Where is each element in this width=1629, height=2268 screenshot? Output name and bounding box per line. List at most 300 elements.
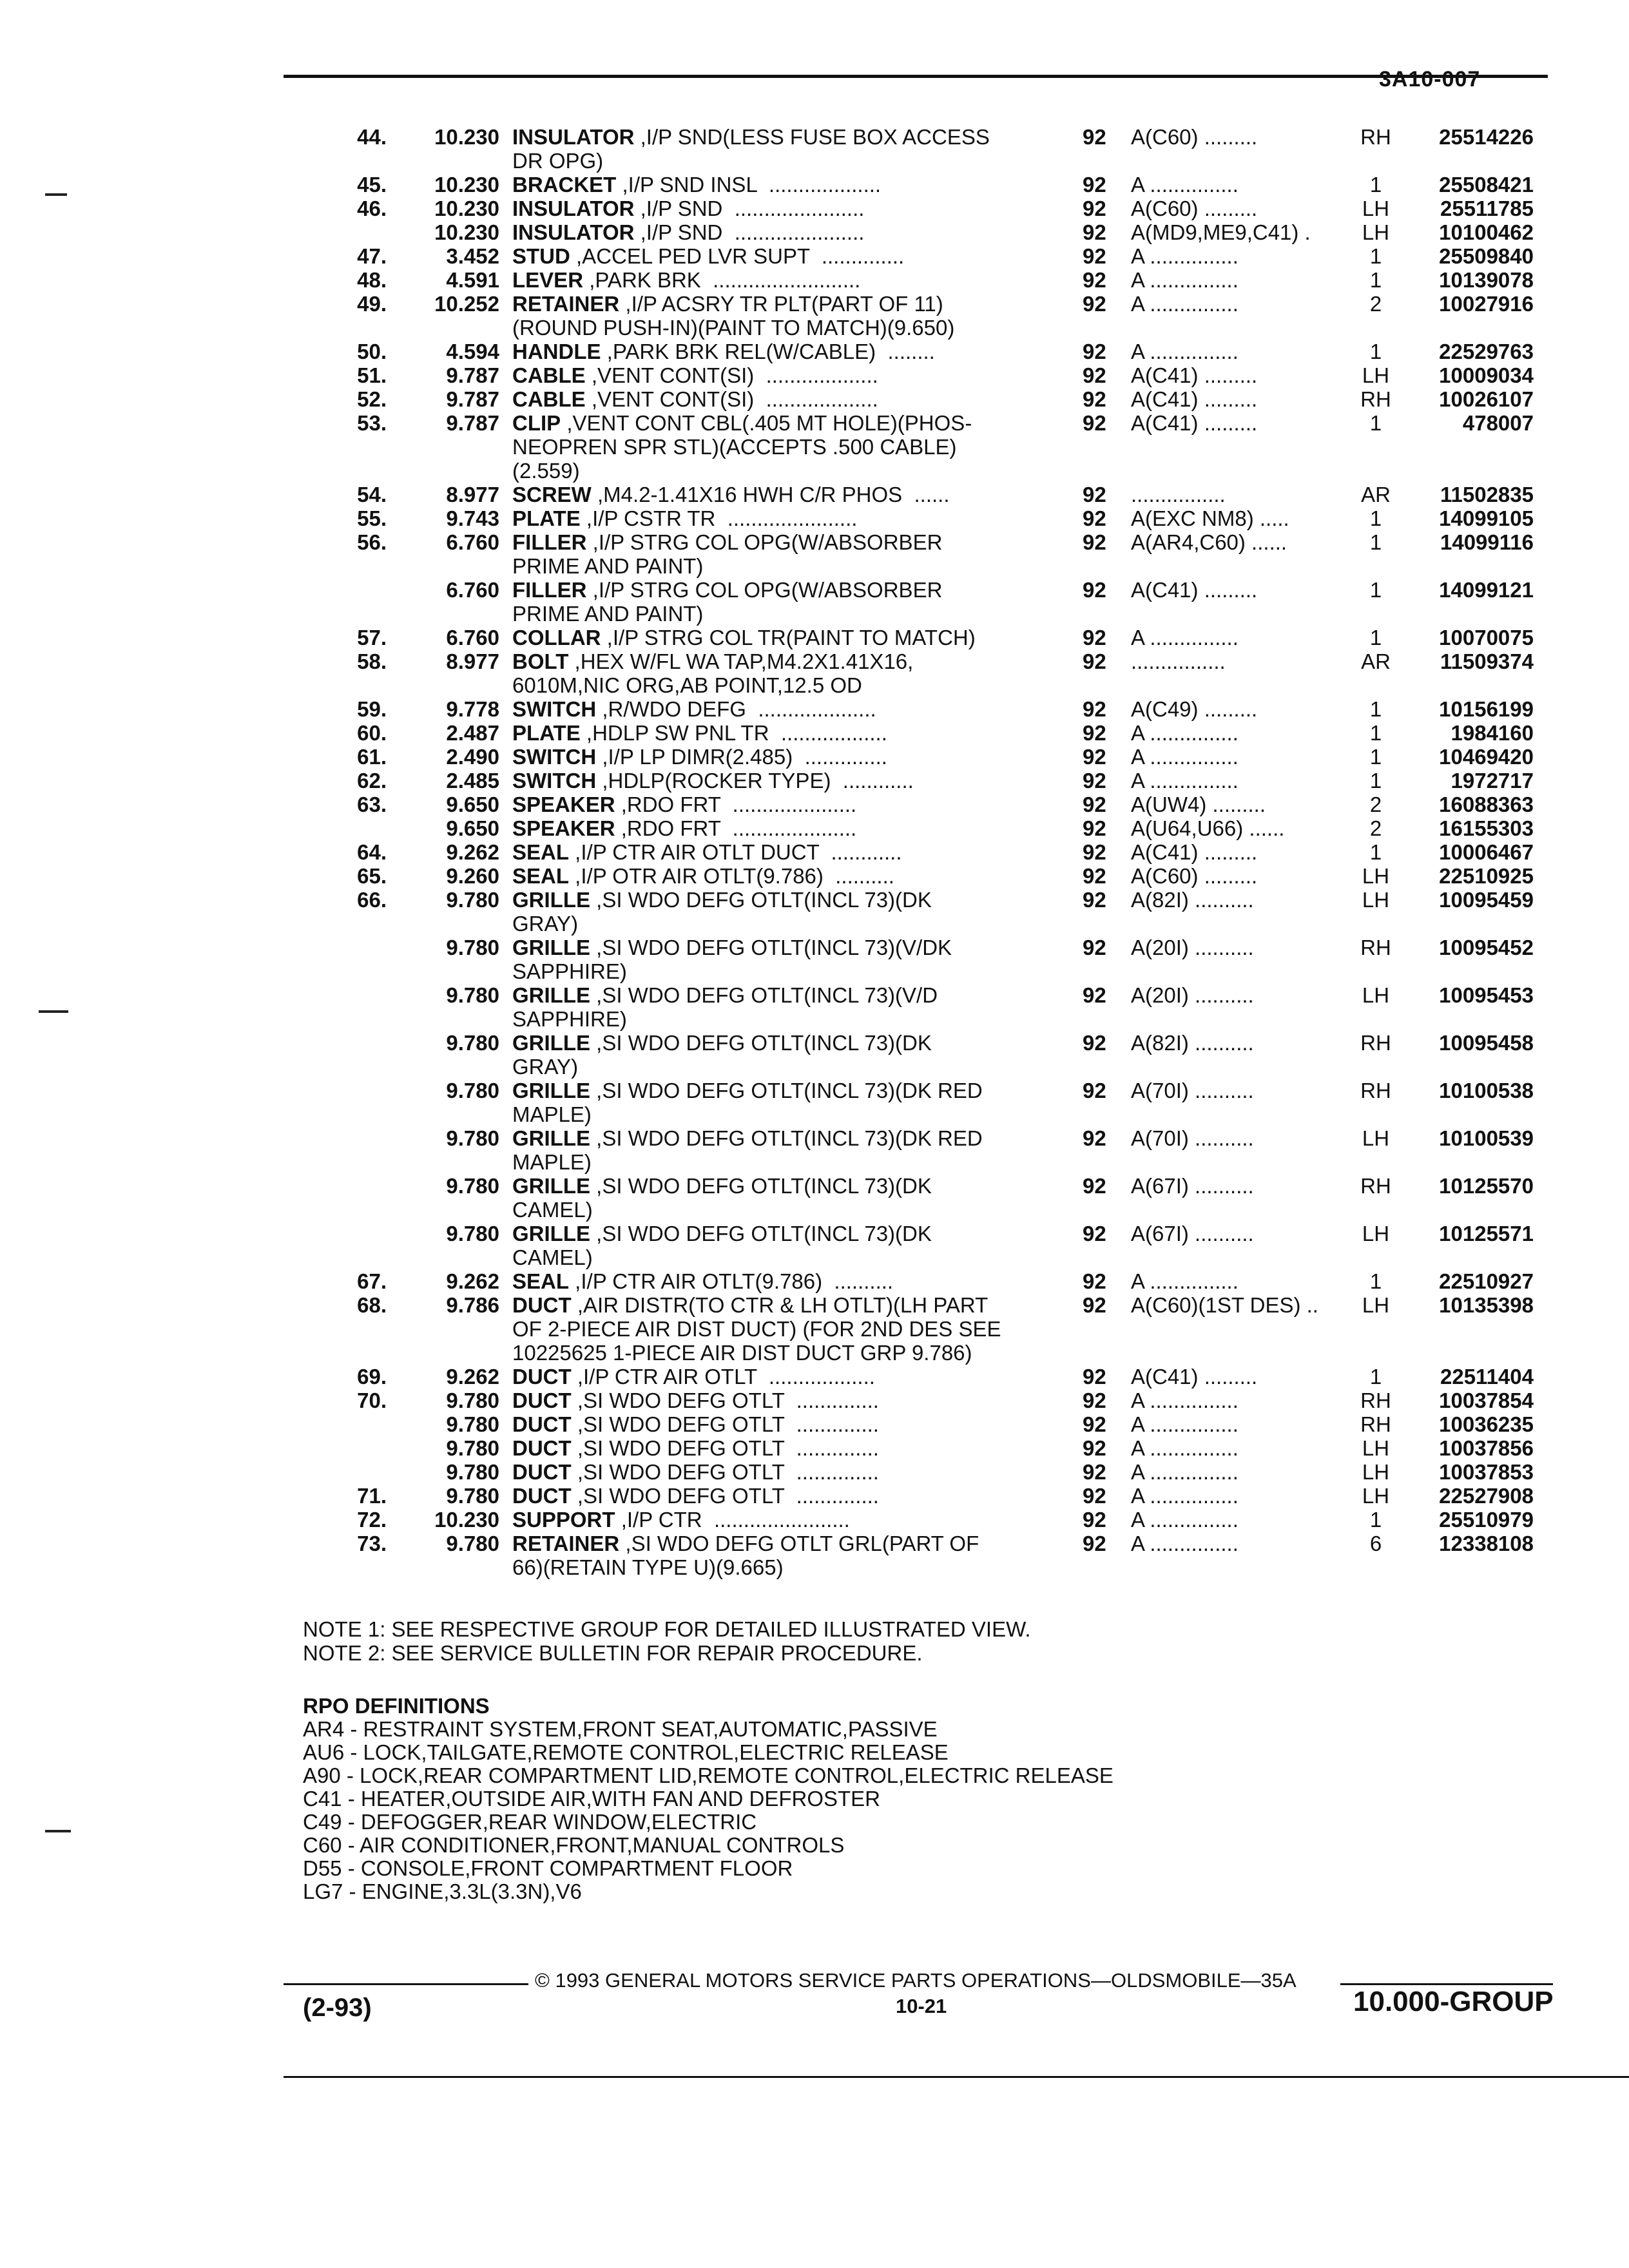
part-row	[309, 1532, 1559, 1579]
part-row	[309, 840, 1559, 864]
part-detail: ,I/P CTR .......................	[615, 1508, 850, 1532]
part-row	[309, 793, 1559, 816]
quantity: LH	[1362, 1126, 1390, 1150]
model-year: 92	[1083, 721, 1106, 745]
part-row	[309, 268, 1559, 292]
item-number: 55.	[357, 506, 387, 530]
part-row	[309, 387, 1559, 411]
usage-option: A ...............	[1131, 292, 1239, 316]
item-number: 46.	[357, 197, 387, 220]
model-year: 92	[1083, 197, 1106, 220]
part-detail: ,VENT CONT CBL(.405 MT HOLE)(PHOS- NEOPREN SPR STL)(ACCEPTS .500 CABLE) (2.559)	[512, 411, 972, 483]
group-number: 9.787	[446, 363, 499, 387]
part-detail: ,SI WDO DEFG OTLT ..............	[571, 1460, 879, 1484]
footer-page-number: 10-21	[896, 1995, 947, 2017]
part-detail: ,I/P SND ......................	[634, 220, 865, 244]
group-number: 9.650	[446, 793, 499, 816]
part-row	[309, 1293, 1559, 1365]
part-number: 16088363	[1439, 793, 1534, 816]
part-description	[499, 1389, 1044, 1412]
part-number: 14099121	[1439, 578, 1534, 602]
part-row	[309, 1365, 1559, 1389]
part-detail: ,R/WDO DEFG ....................	[596, 697, 876, 721]
part-description	[499, 1174, 1044, 1222]
part-name: DUCT	[512, 1293, 572, 1317]
group-number: 10.230	[434, 1508, 499, 1532]
part-description	[499, 626, 1044, 649]
part-detail: ,SI WDO DEFG OTLT ..............	[571, 1389, 879, 1412]
part-description	[499, 1412, 1044, 1436]
usage-option: A ...............	[1131, 626, 1239, 649]
group-number: 6.760	[446, 626, 499, 649]
part-number: 10037853	[1439, 1460, 1534, 1484]
usage-option: A(C60)(1ST DES) ..	[1131, 1293, 1318, 1317]
part-description	[499, 220, 1044, 244]
model-year: 92	[1083, 745, 1106, 769]
quantity: LH	[1362, 1484, 1390, 1508]
model-year: 92	[1083, 530, 1106, 554]
part-row	[309, 888, 1559, 936]
model-year: 92	[1083, 268, 1106, 292]
part-row	[309, 292, 1559, 340]
group-number: 9.780	[446, 1484, 499, 1508]
quantity: 1	[1369, 840, 1382, 864]
part-detail: ,I/P SND(LESS FUSE BOX ACCESS DR OPG)	[512, 125, 990, 173]
model-year: 92	[1083, 697, 1106, 721]
part-row	[309, 1174, 1559, 1222]
part-name: DUCT	[512, 1436, 572, 1460]
quantity: 1	[1369, 626, 1382, 649]
item-number: 49.	[357, 292, 387, 316]
part-name: BOLT	[512, 649, 569, 673]
part-description	[499, 721, 1044, 745]
part-description	[499, 268, 1044, 292]
group-number: 9.262	[446, 1269, 499, 1293]
group-number: 4.591	[446, 268, 499, 292]
quantity: 2	[1369, 793, 1382, 816]
note-1: NOTE 1: SEE RESPECTIVE GROUP FOR DETAILED ILLUSTRATED VIEW.	[303, 1617, 1031, 1641]
model-year: 92	[1083, 769, 1106, 793]
part-detail: ,I/P STRG COL OPG(W/ABSORBER PRIME AND PAINT)	[512, 578, 943, 626]
group-number: 9.780	[446, 1436, 499, 1460]
item-number: 66.	[357, 888, 387, 912]
part-detail: ,PARK BRK REL(W/CABLE) ........	[601, 340, 935, 363]
quantity: LH	[1362, 864, 1390, 888]
usage-option: A(EXC NM8) .....	[1131, 506, 1289, 530]
part-row	[309, 1460, 1559, 1484]
usage-option: A(C60) .........	[1131, 197, 1258, 220]
item-number: 50.	[357, 340, 387, 363]
part-detail: ,I/P STRG COL TR(PAINT TO MATCH)	[601, 626, 976, 649]
usage-option: A ...............	[1131, 1269, 1239, 1293]
footer-rule-left	[284, 1983, 528, 1985]
part-detail: ,I/P STRG COL OPG(W/ABSORBER PRIME AND PAINT)	[512, 530, 943, 578]
item-number: 62.	[357, 769, 387, 793]
part-number: 10095458	[1439, 1031, 1534, 1055]
item-number: 58.	[357, 649, 387, 673]
part-name: CABLE	[512, 387, 586, 411]
usage-option: A ...............	[1131, 1532, 1239, 1555]
part-row	[309, 816, 1559, 840]
part-name: FILLER	[512, 530, 587, 554]
group-number: 9.787	[446, 411, 499, 435]
group-number: 10.252	[434, 292, 499, 316]
part-row	[309, 363, 1559, 387]
part-number: 10469420	[1439, 745, 1534, 769]
group-number: 8.977	[446, 483, 499, 506]
part-description	[499, 1460, 1044, 1484]
part-row	[309, 1222, 1559, 1269]
part-number: 25508421	[1439, 173, 1534, 197]
part-detail: ,SI WDO DEFG OTLT ..............	[571, 1412, 879, 1436]
group-number: 9.260	[446, 864, 499, 888]
part-name: DUCT	[512, 1365, 572, 1389]
part-description	[499, 125, 1044, 173]
model-year: 92	[1083, 1460, 1106, 1484]
part-number: 16155303	[1439, 816, 1534, 840]
part-name: RETAINER	[512, 1532, 620, 1555]
part-number: 10135398	[1439, 1293, 1534, 1317]
model-year: 92	[1083, 1293, 1106, 1317]
part-row	[309, 1079, 1559, 1126]
quantity: 1	[1369, 578, 1382, 602]
model-year: 92	[1083, 387, 1106, 411]
quantity: 6	[1369, 1532, 1382, 1555]
quantity: RH	[1360, 1174, 1391, 1198]
usage-option: A(C41) .........	[1131, 387, 1258, 411]
usage-option: A ...............	[1131, 340, 1239, 363]
part-row	[309, 1436, 1559, 1460]
group-number: 10.230	[434, 125, 499, 149]
part-name: INSULATOR	[512, 220, 635, 244]
part-name: INSULATOR	[512, 197, 635, 220]
part-name: HANDLE	[512, 340, 601, 363]
part-row	[309, 697, 1559, 721]
usage-option: A(70I) ..........	[1131, 1079, 1254, 1102]
group-number: 10.230	[434, 220, 499, 244]
item-number: 57.	[357, 626, 387, 649]
usage-option: A ...............	[1131, 1460, 1239, 1484]
part-detail: ,I/P CSTR TR ......................	[580, 506, 858, 530]
group-number: 9.780	[446, 1031, 499, 1055]
part-row	[309, 340, 1559, 363]
item-number: 69.	[357, 1365, 387, 1389]
part-name: CABLE	[512, 363, 586, 387]
part-detail: ,VENT CONT(SI) ...................	[585, 363, 878, 387]
part-row	[309, 1508, 1559, 1532]
part-name: SWITCH	[512, 769, 597, 793]
part-description	[499, 864, 1044, 888]
part-description	[499, 578, 1044, 626]
part-description	[499, 649, 1044, 697]
part-detail: ,SI WDO DEFG OTLT(INCL 73)(V/D SAPPHIRE)	[512, 983, 938, 1031]
group-number: 9.780	[446, 1079, 499, 1102]
rpo-item: C60 - AIR CONDITIONER,FRONT,MANUAL CONTROLS	[303, 1833, 845, 1857]
part-detail: ,M4.2-1.41X16 HWH C/R PHOS ......	[591, 483, 950, 506]
part-description	[499, 530, 1044, 578]
rpo-item: AR4 - RESTRAINT SYSTEM,FRONT SEAT,AUTOMATIC,PASSIVE	[303, 1717, 938, 1741]
model-year: 92	[1083, 626, 1106, 649]
part-detail: ,RDO FRT .....................	[615, 793, 857, 816]
part-number: 22510927	[1439, 1269, 1534, 1293]
usage-option: A(C49) .........	[1131, 697, 1258, 721]
bottom-rule	[284, 2076, 1629, 2078]
part-detail: ,SI WDO DEFG OTLT ..............	[571, 1484, 879, 1508]
model-year: 92	[1083, 1508, 1106, 1532]
part-row	[309, 1126, 1559, 1174]
model-year: 92	[1083, 1269, 1106, 1293]
part-row	[309, 1269, 1559, 1293]
group-number: 9.786	[446, 1293, 499, 1317]
quantity: 1	[1369, 1269, 1382, 1293]
part-number: 10027916	[1439, 292, 1534, 316]
part-number: 10095453	[1439, 983, 1534, 1007]
part-name: COLLAR	[512, 626, 601, 649]
usage-option: A ...............	[1131, 173, 1239, 197]
part-number: 25514226	[1439, 125, 1534, 149]
part-description	[499, 1436, 1044, 1460]
group-number: 9.780	[446, 1532, 499, 1555]
part-detail: ,SI WDO DEFG OTLT GRL(PART OF 66)(RETAIN TYPE U)(9.665)	[512, 1532, 979, 1579]
group-number: 9.780	[446, 1389, 499, 1412]
part-name: SCREW	[512, 483, 592, 506]
quantity: 1	[1369, 721, 1382, 745]
quantity: LH	[1362, 220, 1390, 244]
part-description	[499, 363, 1044, 387]
part-row	[309, 173, 1559, 197]
part-number: 11509374	[1440, 649, 1534, 673]
footer-date-code: (2-93)	[303, 1994, 372, 2022]
part-detail: ,RDO FRT .....................	[615, 816, 857, 840]
usage-option: A(C60) .........	[1131, 125, 1258, 149]
part-description	[499, 1484, 1044, 1508]
part-name: GRILLE	[512, 1222, 590, 1245]
quantity: 2	[1369, 816, 1382, 840]
part-detail: ,I/P CTR AIR OTLT(9.786) ..........	[569, 1269, 894, 1293]
part-name: SEAL	[512, 864, 570, 888]
part-description	[499, 1222, 1044, 1269]
model-year: 92	[1083, 1174, 1106, 1198]
part-detail: ,I/P CTR AIR OTLT DUCT ............	[569, 840, 902, 864]
quantity: RH	[1360, 936, 1391, 959]
rpo-heading: RPO DEFINITIONS	[303, 1694, 490, 1718]
item-number: 65.	[357, 864, 387, 888]
part-description	[499, 1365, 1044, 1389]
part-name: INSULATOR	[512, 125, 635, 149]
usage-option: A(67I) ..........	[1131, 1222, 1254, 1245]
quantity: AR	[1361, 649, 1391, 673]
part-number: 10036235	[1439, 1412, 1534, 1436]
part-name: BRACKET	[512, 173, 617, 197]
parts-list	[309, 125, 1559, 1579]
part-number: 22529763	[1439, 340, 1534, 363]
part-row	[309, 578, 1559, 626]
part-number: 10006467	[1439, 840, 1534, 864]
part-detail: ,I/P LP DIMR(2.485) ..............	[596, 745, 887, 769]
group-number: 3.452	[446, 244, 499, 268]
part-description	[499, 483, 1044, 506]
part-name: SWITCH	[512, 697, 597, 721]
model-year: 92	[1083, 864, 1106, 888]
item-number: 73.	[357, 1532, 387, 1555]
part-name: STUD	[512, 244, 570, 268]
part-number: 25509840	[1439, 244, 1534, 268]
header-rule	[284, 75, 1548, 78]
model-year: 92	[1083, 840, 1106, 864]
group-number: 9.780	[446, 936, 499, 959]
quantity: LH	[1362, 1222, 1390, 1245]
usage-option: A ...............	[1131, 1412, 1239, 1436]
usage-option: ................	[1131, 483, 1226, 506]
quantity: RH	[1360, 1412, 1391, 1436]
group-number: 10.230	[434, 197, 499, 220]
group-number: 9.262	[446, 840, 499, 864]
footer-group: 10.000-GROUP	[1353, 1986, 1554, 2017]
rpo-definitions	[303, 1695, 1113, 1903]
item-number: 72.	[357, 1508, 387, 1532]
part-row	[309, 1412, 1559, 1436]
usage-option: A(C41) .........	[1131, 840, 1258, 864]
item-number: 54.	[357, 483, 387, 506]
part-name: DUCT	[512, 1460, 572, 1484]
model-year: 92	[1083, 363, 1106, 387]
note-2: NOTE 2: SEE SERVICE BULLETIN FOR REPAIR PROCEDURE.	[303, 1641, 923, 1665]
part-number: 14099116	[1440, 530, 1534, 554]
part-number: 25510979	[1439, 1508, 1534, 1532]
part-description	[499, 1031, 1044, 1079]
part-number: 22511404	[1440, 1365, 1534, 1389]
group-number: 9.743	[446, 506, 499, 530]
item-number: 71.	[357, 1484, 387, 1508]
group-number: 8.977	[446, 649, 499, 673]
part-description	[499, 197, 1044, 220]
part-description	[499, 1532, 1044, 1579]
part-name: SUPPORT	[512, 1508, 615, 1532]
model-year: 92	[1083, 1436, 1106, 1460]
model-year: 92	[1083, 888, 1106, 912]
quantity: RH	[1360, 1389, 1391, 1412]
part-number: 22510925	[1439, 864, 1534, 888]
part-detail: ,I/P SND INSL ...................	[616, 173, 882, 197]
group-number: 6.760	[446, 578, 499, 602]
group-number: 2.485	[446, 769, 499, 793]
model-year: 92	[1083, 483, 1106, 506]
part-detail: ,I/P OTR AIR OTLT(9.786) ..........	[569, 864, 894, 888]
item-number: 67.	[357, 1269, 387, 1293]
part-row	[309, 506, 1559, 530]
model-year: 92	[1083, 411, 1106, 435]
part-name: GRILLE	[512, 1174, 590, 1198]
quantity: 1	[1369, 1508, 1382, 1532]
rpo-item: LG7 - ENGINE,3.3L(3.3N),V6	[303, 1879, 582, 1903]
model-year: 92	[1083, 936, 1106, 959]
model-year: 92	[1083, 1222, 1106, 1245]
part-detail: ,SI WDO DEFG OTLT(INCL 73)(DK CAMEL)	[512, 1222, 932, 1269]
part-row	[309, 769, 1559, 793]
part-detail: ,SI WDO DEFG OTLT ..............	[571, 1436, 879, 1460]
model-year: 92	[1083, 220, 1106, 244]
rpo-item: AU6 - LOCK,TAILGATE,REMOTE CONTROL,ELECTRIC RELEASE	[303, 1740, 949, 1764]
part-name: DUCT	[512, 1412, 572, 1436]
item-number: 63.	[357, 793, 387, 816]
usage-option: A(UW4) .........	[1131, 793, 1266, 816]
part-number: 10100462	[1439, 220, 1534, 244]
quantity: 2	[1369, 292, 1382, 316]
part-description	[499, 1079, 1044, 1126]
margin-mark	[39, 1010, 68, 1013]
model-year: 92	[1083, 1126, 1106, 1150]
quantity: 1	[1369, 340, 1382, 363]
item-number: 64.	[357, 840, 387, 864]
model-year: 92	[1083, 816, 1106, 840]
group-number: 9.780	[446, 1460, 499, 1484]
part-description	[499, 983, 1044, 1031]
part-row	[309, 1031, 1559, 1079]
part-row	[309, 864, 1559, 888]
part-name: PLATE	[512, 721, 581, 745]
item-number: 56.	[357, 530, 387, 554]
rpo-item: D55 - CONSOLE,FRONT COMPARTMENT FLOOR	[303, 1856, 793, 1880]
rpo-item: C49 - DEFOGGER,REAR WINDOW,ELECTRIC	[303, 1810, 757, 1834]
part-description	[499, 816, 1044, 840]
quantity: 1	[1369, 530, 1382, 554]
usage-option: A(C41) .........	[1131, 363, 1258, 387]
part-row	[309, 411, 1559, 483]
usage-option: A(C41) .........	[1131, 1365, 1258, 1389]
part-detail: ,PARK BRK .........................	[583, 268, 861, 292]
part-number: 12338108	[1439, 1532, 1534, 1555]
quantity: 1	[1369, 244, 1382, 268]
part-number: 10037854	[1439, 1389, 1534, 1412]
part-description	[499, 1508, 1044, 1532]
part-row	[309, 197, 1559, 220]
part-number: 25511785	[1440, 197, 1534, 220]
item-number: 48.	[357, 268, 387, 292]
usage-option: A(MD9,ME9,C41) .	[1131, 220, 1311, 244]
part-row	[309, 125, 1559, 173]
usage-option: A(82I) ..........	[1131, 1031, 1254, 1055]
group-number: 9.787	[446, 387, 499, 411]
part-number: 478007	[1462, 411, 1534, 435]
part-description	[499, 1293, 1044, 1365]
group-number: 9.780	[446, 1412, 499, 1436]
item-number: 52.	[357, 387, 387, 411]
part-name: DUCT	[512, 1484, 572, 1508]
usage-option: A(U64,U66) ......	[1131, 816, 1285, 840]
model-year: 92	[1083, 244, 1106, 268]
part-name: SWITCH	[512, 745, 597, 769]
group-number: 9.780	[446, 888, 499, 912]
usage-option: A(20I) ..........	[1131, 936, 1254, 959]
model-year: 92	[1083, 340, 1106, 363]
part-number: 1984160	[1451, 721, 1534, 745]
part-name: RETAINER	[512, 292, 620, 316]
quantity: RH	[1360, 387, 1391, 411]
usage-option: A ...............	[1131, 244, 1239, 268]
part-description	[499, 840, 1044, 864]
part-description	[499, 888, 1044, 936]
part-row	[309, 626, 1559, 649]
part-name: GRILLE	[512, 983, 590, 1007]
model-year: 92	[1083, 1031, 1106, 1055]
group-number: 9.780	[446, 1222, 499, 1245]
part-row	[309, 983, 1559, 1031]
quantity: LH	[1362, 983, 1390, 1007]
rpo-item: C41 - HEATER,OUTSIDE AIR,WITH FAN AND DEFROSTER	[303, 1787, 880, 1811]
group-number: 9.780	[446, 983, 499, 1007]
quantity: RH	[1360, 1079, 1391, 1102]
model-year: 92	[1083, 506, 1106, 530]
